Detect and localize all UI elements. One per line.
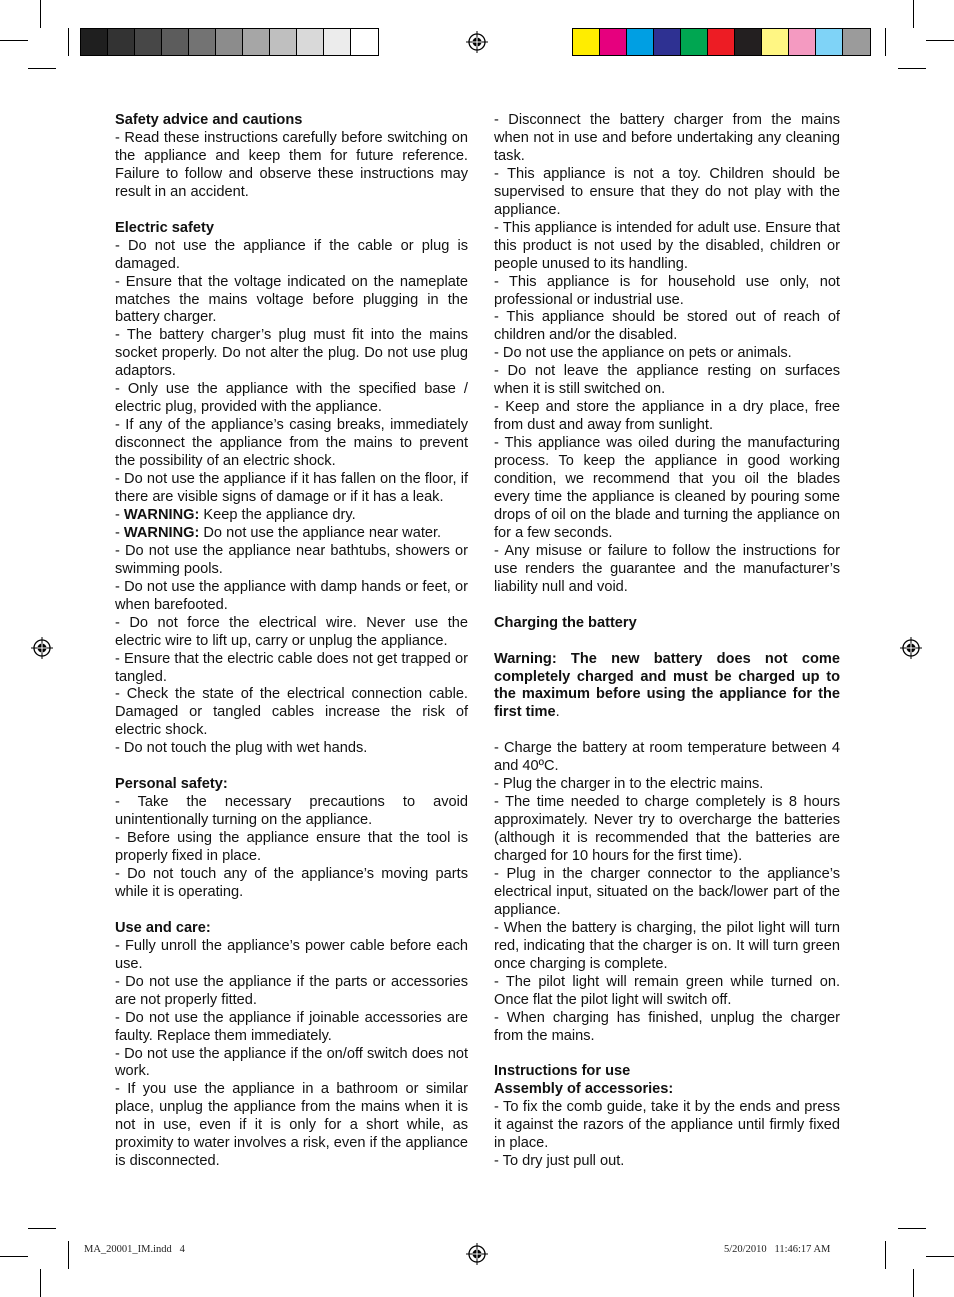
crop-mark: [0, 40, 28, 41]
list-item: - Do not use the appliance if joinable accessories are faulty. Replace them immediately.: [115, 1009, 468, 1044]
list-item: - Do not use the appliance if the cable or plug is damaged.: [115, 237, 468, 272]
heading-instructions-for-use: Instructions for use: [494, 1063, 631, 1080]
list-item: - Do not touch any of the appliance’s moving parts while it is operating.: [115, 866, 468, 900]
list-item: - Do not use the appliance on pets or animals.: [494, 345, 792, 362]
crop-mark: [898, 1228, 926, 1229]
color-swatch: [324, 29, 351, 55]
list-item: - Check the state of the electrical connection cable. Damaged or tangled cables increase the risk of electric shock.: [115, 686, 468, 739]
registration-mark-icon: [900, 637, 922, 659]
list-item: - Do not touch the plug with wet hands.: [115, 740, 368, 757]
heading-use-and-care: Use and care:: [115, 919, 211, 936]
warning-item: - WARNING: Keep the appliance dry.: [115, 506, 356, 523]
heading-electric-safety: Electric safety: [115, 219, 214, 236]
list-item: - This appliance is for household use only, not professional or industrial use.: [494, 273, 840, 308]
list-item: - If you use the appliance in a bathroom or similar place, unplug the appliance from the mains when it is not in use, even if it is only for a short while, as proximity to water involves a risk, even if the appliance is disconnected.: [115, 1081, 468, 1170]
warning-text: Keep the appliance dry.: [199, 506, 356, 523]
warning-label: WARNING:: [123, 524, 200, 541]
crop-mark: [28, 68, 56, 69]
list-item: - Take the necessary precautions to avoid unintentionally turning on the appliance.: [115, 794, 468, 829]
list-item: - When the battery is charging, the pilot light will turn red, indicating that the charger is on. It will turn green once charging is complete.: [494, 919, 840, 972]
list-item: - To fix the comb guide, take it by the ends and press it against the razors of the appliance until firmly fixed in place.: [494, 1099, 840, 1152]
list-item: - The pilot light will remain green while turned on. Once flat the pilot light will switch off.: [494, 973, 840, 1008]
color-swatch: [162, 29, 189, 55]
color-swatch: [627, 29, 654, 55]
list-item: - Do not use the appliance if the parts or accessories are not properly fitted.: [115, 973, 468, 1008]
footer-file-name: MA_20001_IM.indd 4: [84, 1244, 185, 1255]
list-item: - This appliance was oiled during the manufacturing process. To keep the appliance in good working condition, we recommend that you oil the blades every time the appliance is cleaned by pouring some drops of oil on the blade and turning the appliance on for a few seconds.: [494, 435, 840, 541]
warning-text: Warning: The new battery does not come completely charged and must be charged up to the maximum before using the appliance for the first time: [494, 650, 840, 721]
crop-mark: [898, 68, 926, 69]
color-swatch: [762, 29, 789, 55]
list-item: - If any of the appliance’s casing breaks, immediately disconnect the appliance from the mains to prevent the possibility of an electric shock.: [115, 417, 468, 470]
paragraph: - Read these instructions carefully before switching on the appliance and keep them for future reference. Failure to follow and observe these instructions may result in an accident.: [115, 129, 468, 200]
charging-warning: [494, 651, 840, 723]
heading-personal-safety: Personal safety:: [115, 776, 228, 793]
color-swatch: [681, 29, 708, 55]
crop-mark: [68, 1241, 69, 1269]
crop-mark: [926, 1256, 954, 1257]
process-color-bar: [572, 28, 871, 56]
crop-mark: [0, 1256, 28, 1257]
color-swatch: [654, 29, 681, 55]
list-item: - Before using the appliance ensure that the tool is properly fixed in place.: [115, 830, 468, 865]
footer-timestamp: 5/20/2010 11:46:17 AM: [724, 1244, 831, 1255]
list-item: - To dry just pull out.: [494, 1153, 625, 1170]
color-swatch: [735, 29, 762, 55]
crop-mark: [68, 28, 69, 56]
color-swatch: [108, 29, 135, 55]
list-item: - This appliance is not a toy. Children should be supervised to ensure that they do not play with the appliance.: [494, 165, 840, 218]
crop-mark: [913, 1269, 914, 1297]
list-item: - This appliance is intended for adult use. Ensure that this product is not used by the disabled, children or people unused to its handling.: [494, 219, 840, 272]
color-swatch: [843, 29, 870, 55]
crop-mark: [40, 1269, 41, 1297]
crop-mark: [28, 1228, 56, 1229]
list-item: - Fully unroll the appliance’s power cable before each use.: [115, 937, 468, 972]
warning-end: .: [555, 704, 560, 721]
color-swatch: [243, 29, 270, 55]
list-item: - Disconnect the battery charger from the mains when not in use and before undertaking any cleaning task.: [494, 112, 840, 164]
list-item: - Do not leave the appliance resting on surfaces when it is still switched on.: [494, 363, 840, 398]
list-item: - Do not use the appliance near bathtubs, showers or swimming pools.: [115, 542, 468, 577]
registration-mark-icon: [466, 1243, 488, 1265]
crop-mark: [926, 40, 954, 41]
color-swatch: [708, 29, 735, 55]
color-swatch: [189, 29, 216, 55]
list-item: - Do not use the appliance if it has fallen on the floor, if there are visible signs of damage or if it has a leak.: [115, 471, 468, 505]
color-swatch: [351, 29, 378, 55]
heading-safety-advice: Safety advice and cautions: [115, 112, 303, 128]
list-item: - Do not use the appliance with damp hands or feet, or when barefooted.: [115, 578, 468, 613]
list-item: - Plug the charger in to the electric mains.: [494, 776, 764, 793]
list-item: - Plug in the charger connector to the appliance’s electrical input, situated on the back/lower part of the appliance.: [494, 865, 840, 918]
list-item: - The time needed to charge completely is 8 hours approximately. Never try to overcharge the batteries (although it is recommended that the batteries are charged for 10 hours for the first time).: [494, 794, 840, 865]
list-item: - When charging has finished, unplug the charger from the mains.: [494, 1009, 840, 1044]
crop-mark: [913, 0, 914, 28]
color-swatch: [789, 29, 816, 55]
list-item: - Ensure that the electric cable does not get trapped or tangled.: [115, 650, 468, 685]
color-swatch: [135, 29, 162, 55]
registration-mark-icon: [31, 637, 53, 659]
warning-text: Do not use the appliance near water.: [199, 524, 442, 541]
color-swatch: [600, 29, 627, 55]
list-item: - Ensure that the voltage indicated on the nameplate matches the mains voltage before plugging in the battery charger.: [115, 273, 468, 326]
color-swatch: [297, 29, 324, 55]
color-swatch: [216, 29, 243, 55]
heading-charging-battery: Charging the battery: [494, 614, 637, 631]
list-item: - Keep and store the appliance in a dry place, free from dust and away from sunlight.: [494, 399, 840, 434]
heading-assembly-of-accessories: Assembly of accessories:: [494, 1081, 674, 1098]
crop-mark: [885, 28, 886, 56]
color-swatch: [270, 29, 297, 55]
warning-label: WARNING:: [123, 506, 200, 523]
list-item: - Any misuse or failure to follow the instructions for use renders the guarantee and the manufacturer’s liability null and void.: [494, 542, 840, 595]
list-item: - Do not force the electrical wire. Never use the electric wire to lift up, carry or unplug the appliance.: [115, 614, 468, 649]
list-item: - Do not use the appliance if the on/off switch does not work.: [115, 1045, 468, 1080]
right-column: [494, 112, 840, 1171]
color-swatch: [573, 29, 600, 55]
left-column: [115, 112, 468, 1171]
list-item: - The battery charger’s plug must fit into the mains socket properly. Do not alter the plug. Do not use plug adaptors.: [115, 327, 468, 380]
color-swatch: [816, 29, 843, 55]
list-item: - Charge the battery at room temperature between 4 and 40ºC.: [494, 740, 840, 775]
crop-mark: [40, 0, 41, 28]
crop-mark: [885, 1241, 886, 1269]
list-item: - Only use the appliance with the specified base / electric plug, provided with the appliance.: [115, 381, 468, 416]
warning-item: - WARNING: Do not use the appliance near water.: [115, 524, 442, 541]
color-swatch: [81, 29, 108, 55]
grayscale-color-bar: [80, 28, 379, 56]
registration-mark-icon: [466, 31, 488, 53]
list-item: - This appliance should be stored out of reach of children and/or the disabled.: [494, 309, 840, 344]
